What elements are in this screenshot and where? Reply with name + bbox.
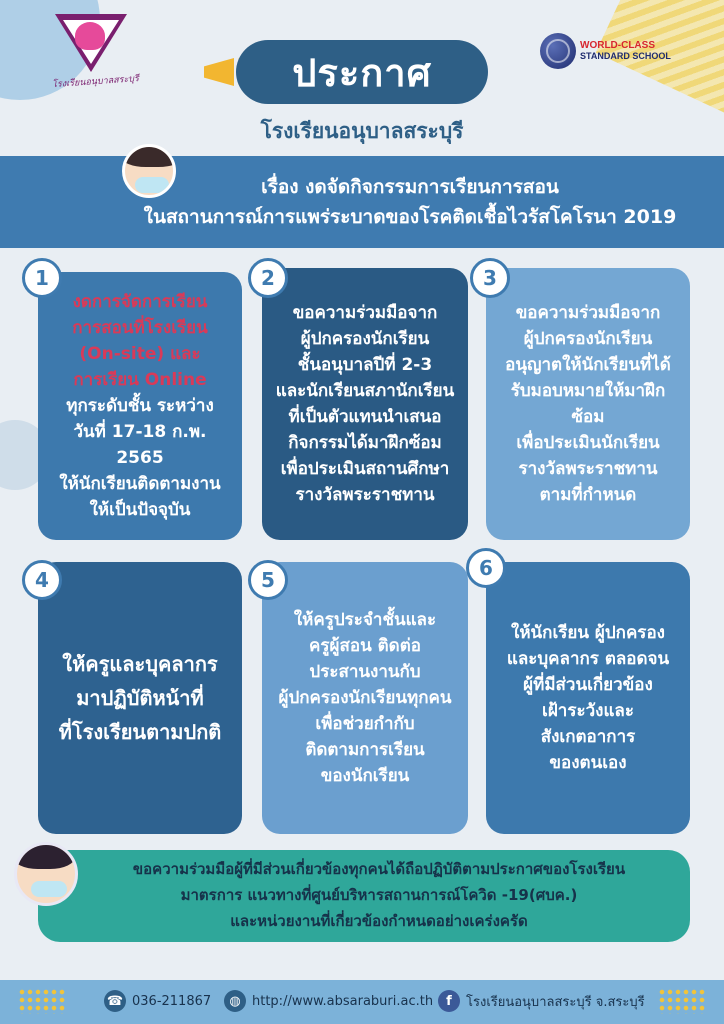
- notice-line-2: มาตรการ แนวทางที่ศูนย์บริหารสถานการณ์โควิด -19(ศบค.): [180, 886, 578, 904]
- card-number-badge: 1: [22, 258, 62, 298]
- card-6-line: และบุคลากร ตลอดจน: [506, 649, 670, 669]
- school-logo-name: โรงเรียนอนุบาลสระบุรี: [51, 74, 140, 91]
- card-number-badge: 5: [248, 560, 288, 600]
- card-3-line: รางวัลพระราชทาน: [518, 459, 658, 479]
- globe-logo-icon: [540, 33, 576, 69]
- cooperation-notice: [38, 850, 690, 942]
- card-5-line: ของนักเรียน: [320, 766, 410, 786]
- card-1-line: ให้นักเรียนติดตามงาน: [59, 474, 221, 494]
- world-class-logo: [540, 26, 680, 76]
- card-2-line: เพื่อประเมินสถานศึกษา: [280, 459, 450, 479]
- card-6-line: ผู้ที่มีส่วนเกี่ยวข้อง: [523, 675, 653, 695]
- card-2-line: ที่เป็นตัวแทนนำเสนอ: [288, 407, 442, 427]
- card-6-line: ของตนเอง: [549, 753, 627, 773]
- card-5-line: ผู้ปกครองนักเรียนทุกคน: [278, 688, 452, 708]
- topic-line-1: เรื่อง งดจัดกิจกรรมการเรียนการสอน: [261, 176, 559, 198]
- topic-line-2: ในสถานการณ์การแพร่ระบาดของโรคติดเชื้อไวรัสโคโรนา 2019: [143, 206, 677, 228]
- card-number-badge: 6: [466, 548, 506, 588]
- card-5-line: ติดตามการเรียน: [305, 740, 425, 760]
- card-3-line: ตามที่กำหนด: [539, 485, 637, 505]
- globe-icon: ◍: [224, 990, 246, 1012]
- card-2: [262, 268, 468, 540]
- footer-bar: [0, 980, 724, 1024]
- card-2-line: ผู้ปกครองนักเรียน: [300, 329, 430, 349]
- card-3-line: ผู้ปกครองนักเรียน: [523, 329, 653, 349]
- card-3: [486, 268, 690, 540]
- card-5-line: ครูผู้สอน ติดต่อ: [309, 636, 421, 656]
- card-3-line: อนุญาตให้นักเรียนที่ได้: [505, 355, 671, 375]
- masked-child-icon: [122, 144, 176, 198]
- page-title: ประกาศ: [236, 40, 488, 104]
- card-4-line: มาปฏิบัติหน้าที่: [76, 686, 204, 710]
- card-4-line: ที่โรงเรียนตามปกติ: [58, 720, 222, 744]
- card-6-line: ให้นักเรียน ผู้ปกครอง: [511, 623, 665, 643]
- topic-band: [0, 156, 724, 248]
- school-logo: [51, 14, 140, 94]
- card-2-line: และนักเรียนสภานักเรียน: [275, 381, 455, 401]
- card-1-highlight-line: งดการจัดการเรียน: [72, 292, 208, 312]
- card-number-badge: 3: [470, 258, 510, 298]
- footer-phone[interactable]: [104, 990, 211, 1012]
- footer-facebook[interactable]: [438, 990, 645, 1012]
- card-1-highlight-line: (On-site) และ: [79, 344, 201, 364]
- card-3-line: ขอความร่วมมือจาก: [515, 303, 661, 323]
- card-number-badge: 4: [22, 560, 62, 600]
- notice-line-3: และหน่วยงานที่เกี่ยวข้องกำหนดอย่างเคร่งครัด: [230, 912, 528, 930]
- page-subtitle: โรงเรียนอนุบาลสระบุรี: [260, 119, 464, 143]
- lotus-icon: [75, 22, 105, 50]
- card-2-line: รางวัลพระราชทาน: [295, 485, 435, 505]
- card-1: [38, 272, 242, 540]
- phone-number: 036-211867: [132, 993, 212, 1009]
- card-1-highlight-line: การเรียน Online: [73, 370, 207, 390]
- card-5: [262, 562, 468, 834]
- card-5-line: ประสานงานกับ: [309, 662, 421, 682]
- dots-decor-icon: [18, 988, 66, 1014]
- card-2-line: ขอความร่วมมือจาก: [292, 303, 438, 323]
- card-6-line: เฝ้าระวังและ: [542, 701, 634, 721]
- footer-website[interactable]: [224, 990, 433, 1012]
- card-2-line: ชั้นอนุบาลปีที่ 2-3: [297, 355, 433, 375]
- card-3-line: รับมอบหมายให้มาฝึกซ้อม: [510, 381, 666, 427]
- card-4-line: ให้ครูและบุคลากร: [62, 652, 218, 676]
- card-1-line: วันที่ 17-18 ก.พ. 2565: [73, 422, 207, 468]
- standard-school-text: STANDARD SCHOOL: [580, 50, 671, 61]
- card-2-line: กิจกรรมได้มาฝึกซ้อม: [288, 433, 442, 453]
- card-1-line: ทุกระดับชั้น ระหว่าง: [66, 396, 214, 416]
- notice-line-1: ขอความร่วมมือผู้ที่มีส่วนเกี่ยวข้องทุกคนได้ถือปฏิบัติตามประกาศของโรงเรียน: [132, 860, 626, 878]
- card-1-line: ให้เป็นปัจจุบัน: [89, 500, 191, 520]
- card-number-badge: 2: [248, 258, 288, 298]
- card-5-line: เพื่อช่วยกำกับ: [315, 714, 415, 734]
- phone-icon: ☎: [104, 990, 126, 1012]
- facebook-icon: f: [438, 990, 460, 1012]
- dots-decor-icon: [658, 988, 706, 1014]
- facebook-page-name: โรงเรียนอนุบาลสระบุรี จ.สระบุรี: [466, 994, 645, 1010]
- card-3-line: เพื่อประเมินนักเรียน: [516, 433, 660, 453]
- card-4: [38, 562, 242, 834]
- card-6-line: สังเกตอาการ: [540, 727, 636, 747]
- masked-girl-icon: [14, 842, 78, 906]
- card-1-highlight-line: การสอนที่โรงเรียน: [72, 318, 208, 338]
- card-6: [486, 562, 690, 834]
- card-5-line: ให้ครูประจำชั้นและ: [293, 610, 437, 630]
- website-url: http://www.absaraburi.ac.th: [252, 993, 434, 1009]
- world-class-text: WORLD-CLASS: [580, 40, 655, 52]
